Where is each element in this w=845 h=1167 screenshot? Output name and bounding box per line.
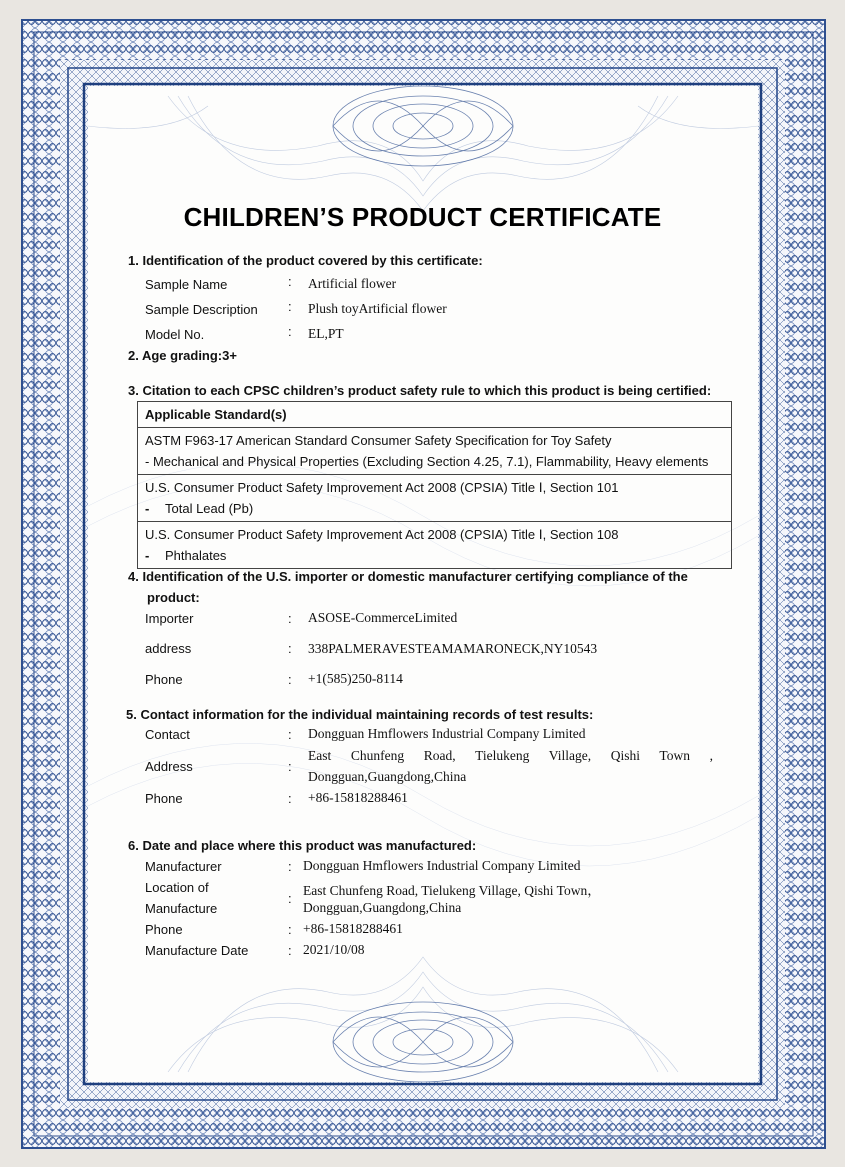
sample-description-value: Plush toyArtificial flower	[308, 301, 447, 316]
standard-detail-row	[145, 545, 724, 566]
separator: :	[288, 859, 292, 874]
contact-value: Dongguan Hmflowers Industrial Company Limited	[308, 726, 586, 741]
contact-phone-label: Phone	[145, 791, 183, 806]
sample-description-label: Sample Description	[145, 302, 258, 317]
table-row	[138, 522, 732, 569]
section-1-heading: 1. Identification of the product covered by this certificate:	[128, 253, 483, 268]
manufacturer-phone-value: +86-15818288461	[303, 921, 403, 936]
standard-detail: Phthalates	[165, 548, 227, 563]
separator: :	[288, 891, 292, 906]
address-value: 338PALMERAVESTEAMAMARONECK,NY10543	[308, 641, 598, 656]
contact-address-label: Address	[145, 759, 193, 774]
contact-label: Contact	[145, 727, 190, 742]
importer-value: ASOSE-CommerceLimited	[308, 610, 458, 625]
standard-detail: Total Lead (Pb)	[165, 501, 254, 516]
watermark-rosettes	[88, 86, 758, 1082]
manufacturer-label: Manufacturer	[145, 859, 222, 874]
applicable-standards-table	[137, 401, 732, 569]
address-label: address	[145, 641, 192, 656]
bullet-dash: -	[145, 501, 150, 516]
section-6-heading: 6. Date and place where this product was manufactured:	[128, 838, 477, 853]
manufacture-date-value: 2021/10/08	[303, 942, 365, 957]
manufacture-date-label: Manufacture Date	[145, 943, 249, 958]
contact-phone-value: +86-15818288461	[308, 790, 408, 805]
standard-line: U.S. Consumer Product Safety Improvement Act 2008 (CPSIA) Title Ⅰ, Section 108	[145, 527, 619, 542]
table-row	[138, 428, 732, 475]
standard-line: U.S. Consumer Product Safety Improvement Act 2008 (CPSIA) Title Ⅰ, Section 101	[145, 480, 619, 495]
section-4-heading-cont: product:	[147, 590, 200, 605]
table-row	[138, 475, 732, 522]
separator: :	[288, 727, 292, 742]
table-cell	[138, 522, 732, 569]
model-no-value: EL,PT	[308, 326, 344, 341]
section-5-heading: 5. Contact information for the individual maintaining records of test results:	[126, 707, 594, 722]
section-3-heading: 3. Citation to each CPSC children’s product safety rule to which this product is being certified:	[128, 383, 712, 398]
importer-phone-value: +1(585)250-8114	[308, 671, 403, 686]
importer-label: Importer	[145, 611, 194, 626]
separator: :	[288, 759, 292, 774]
separator: :	[288, 299, 292, 314]
separator: :	[288, 943, 292, 958]
certificate-title: CHILDREN’S PRODUCT CERTIFICATE	[183, 202, 662, 232]
bullet-dash: -	[145, 548, 150, 563]
section-4-heading: 4. Identification of the U.S. importer or domestic manufacturer certifying compliance of the	[128, 569, 688, 584]
separator: :	[288, 611, 292, 626]
separator: :	[288, 672, 292, 687]
contact-address-line1: East Chunfeng Road, Tielukeng Village, Qishi Town ,	[308, 748, 713, 763]
contact-address-line2: Dongguan,Guangdong,China	[308, 769, 467, 784]
separator: :	[288, 641, 292, 656]
section-2-heading: 2. Age grading:3+	[128, 348, 237, 363]
standard-detail: - Mechanical and Physical Properties (Excluding Section 4.25, 7.1), Flammability, Heavy elements	[145, 454, 709, 469]
location-label-line2: Manufacture	[145, 901, 218, 916]
importer-phone-label: Phone	[145, 672, 183, 687]
table-header-row	[138, 402, 732, 428]
model-no-label: Model No.	[145, 327, 205, 342]
sample-name-label: Sample Name	[145, 277, 228, 292]
manufacturer-value: Dongguan Hmflowers Industrial Company Limited	[303, 858, 581, 873]
separator: :	[288, 324, 292, 339]
standard-line: ASTM F963-17 American Standard Consumer Safety Specification for Toy Safety	[145, 433, 612, 448]
table-header-cell: Applicable Standard(s)	[138, 402, 732, 428]
manufacturer-phone-label: Phone	[145, 922, 183, 937]
table-cell	[138, 428, 732, 475]
location-line1: East Chunfeng Road, Tielukeng Village, Qishi Town，	[303, 883, 601, 898]
separator: :	[288, 791, 292, 806]
location-label-line1: Location of	[145, 880, 209, 895]
standard-detail-row	[145, 498, 724, 519]
location-line2: Dongguan,Guangdong,China	[303, 900, 462, 915]
sample-name-value: Artificial flower	[308, 276, 397, 291]
separator: :	[288, 922, 292, 937]
table-cell	[138, 475, 732, 522]
separator: :	[288, 274, 292, 289]
